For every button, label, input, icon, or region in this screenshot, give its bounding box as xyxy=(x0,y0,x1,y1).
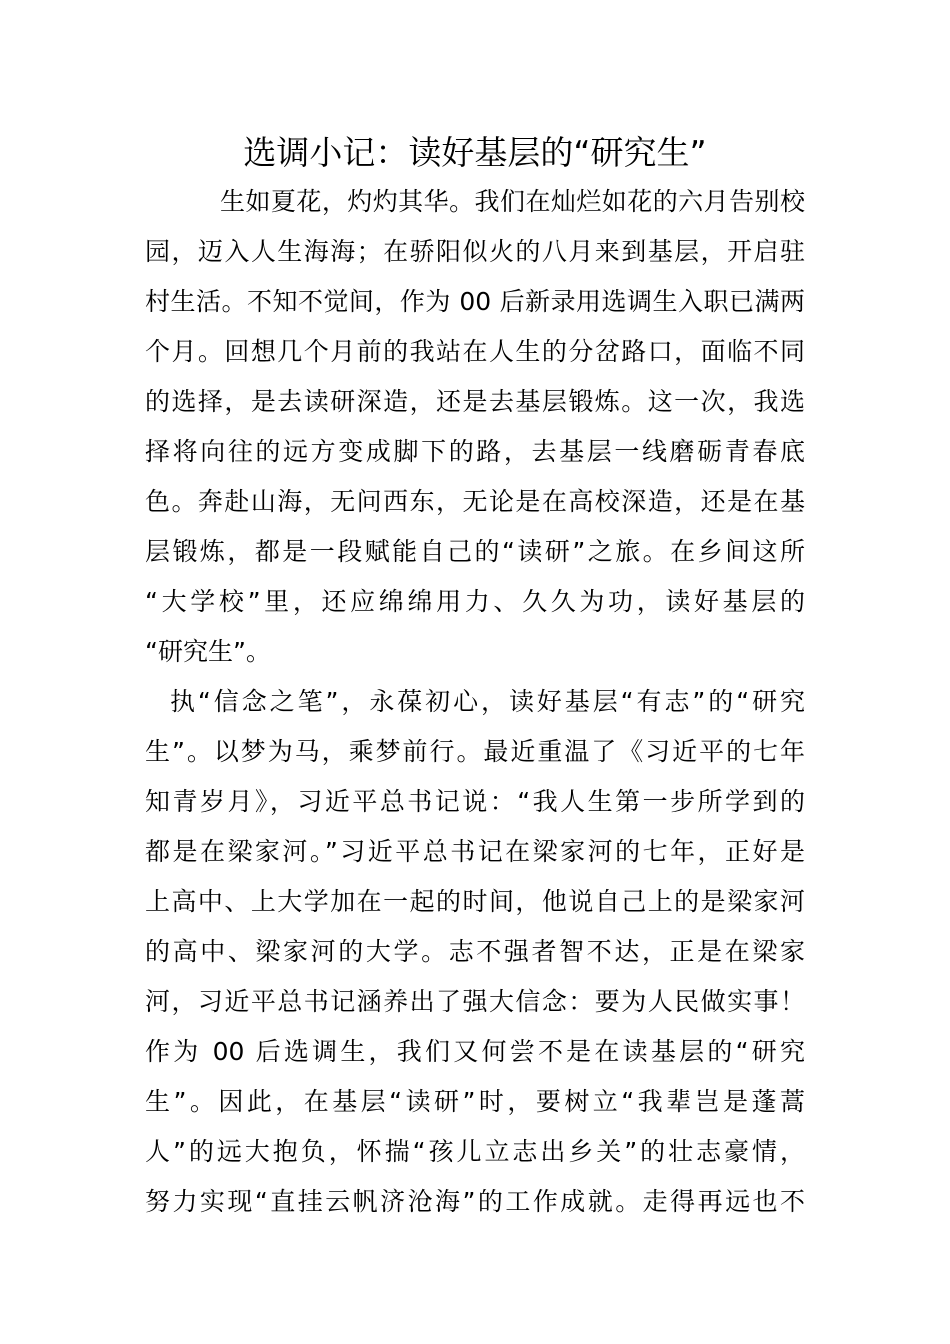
paragraph-line: 色。奔赴山海，无问西东，无论是在高校深造，还是在基 xyxy=(145,487,805,516)
paragraph-line: 的选择，是去读研深造，还是去基层锻炼。这一次，我选 xyxy=(145,387,805,416)
paragraph-line: 村生活。不知不觉间，作为 00 后新录用选调生入职已满两 xyxy=(145,287,805,316)
paragraph-line: “研究生”。 xyxy=(145,637,271,666)
paragraph-line: 努力实现“直挂云帆济沧海”的工作成就。走得再远也不 xyxy=(145,1187,805,1216)
paragraph-line: 上高中、上大学加在一起的时间，他说自己上的是梁家河 xyxy=(145,887,805,916)
document-title: 选调小记：读好基层的“研究生” xyxy=(243,133,707,172)
paragraph-line: 知青岁月》，习近平总书记说：“我人生第一步所学到的 xyxy=(145,787,805,816)
paragraph-line: 都是在梁家河。”习近平总书记在梁家河的七年，正好是 xyxy=(145,837,805,866)
paragraph-line: 河，习近平总书记涵养出了强大信念：要为人民做实事！ xyxy=(145,987,805,1016)
paragraph-line: 人”的远大抱负，怀揣“孩儿立志出乡关”的壮志豪情， xyxy=(145,1137,805,1166)
paragraph-line: 的高中、梁家河的大学。志不强者智不达，正是在梁家 xyxy=(145,937,805,966)
paragraph-line: 择将向往的远方变成脚下的路，去基层一线磨砺青春底 xyxy=(145,437,805,466)
paragraph-line: 生”。以梦为马，乘梦前行。最近重温了《习近平的七年 xyxy=(145,737,805,766)
paragraph-line: 生如夏花，灼灼其华。我们在灿烂如花的六月告别校 xyxy=(220,187,805,216)
paragraph-line: 生”。因此，在基层“读研”时，要树立“我辈岂是蓬蒿 xyxy=(145,1087,805,1116)
paragraph-line: 执“信念之笔”，永葆初心，读好基层“有志”的“研究 xyxy=(170,687,805,716)
paragraph-line: 个月。回想几个月前的我站在人生的分岔路口，面临不同 xyxy=(145,337,805,366)
paragraph-line: 作为 00 后选调生，我们又何尝不是在读基层的“研究 xyxy=(145,1037,805,1066)
paragraph-line: “大学校”里，还应绵绵用力、久久为功，读好基层的 xyxy=(145,587,805,616)
paragraph-line: 园，迈入人生海海；在骄阳似火的八月来到基层，开启驻 xyxy=(145,237,805,266)
paragraph-line: 层锻炼，都是一段赋能自己的“读研”之旅。在乡间这所 xyxy=(145,537,805,566)
